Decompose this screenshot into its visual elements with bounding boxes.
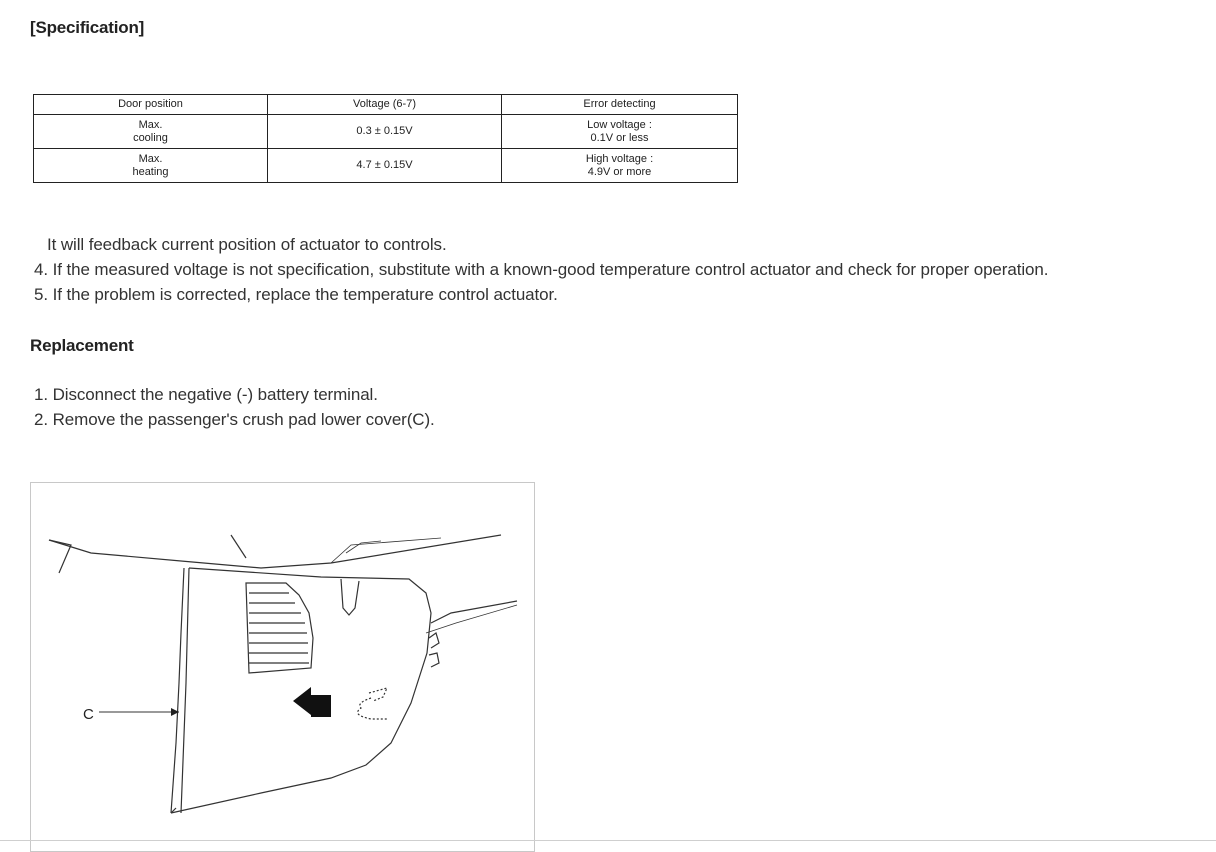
crush-pad-lower-cover-illustration — [31, 483, 534, 851]
replacement-step-2: 2. Remove the passenger's crush pad lower cover(C). — [34, 410, 435, 429]
col-header-voltage: Voltage (6-7) — [268, 95, 502, 115]
removal-direction-arrow — [293, 687, 331, 717]
cell-door-position: Max. cooling — [34, 115, 268, 149]
table-header-row — [34, 95, 738, 115]
cell-voltage: 0.3 ± 0.15V — [268, 115, 502, 149]
col-header-door-position: Door position — [34, 95, 268, 115]
step-5: 5. If the problem is corrected, replace the temperature control actuator. — [34, 285, 558, 304]
cell-door-position: Max. heating — [34, 149, 268, 183]
col-header-error-detecting: Error detecting — [502, 95, 738, 115]
step-4: 4. If the measured voltage is not specification, substitute with a known-good temperature control actuator and check for proper operation. — [34, 260, 1049, 279]
cell-voltage: 4.7 ± 0.15V — [268, 149, 502, 183]
specification-table — [33, 94, 738, 183]
specification-heading: [Specification] — [30, 18, 145, 37]
replacement-step-1: 1. Disconnect the negative (-) battery terminal. — [34, 385, 378, 404]
feedback-note: It will feedback current position of actuator to controls. — [47, 235, 447, 254]
cell-error-detecting: High voltage : 4.9V or more — [502, 149, 738, 183]
table-row — [34, 115, 738, 149]
replacement-heading: Replacement — [30, 336, 134, 355]
bottom-divider — [0, 840, 1216, 841]
table-row — [34, 149, 738, 183]
crush-pad-cover-figure — [30, 482, 535, 852]
callout-label-c: C — [83, 706, 94, 723]
cell-error-detecting: Low voltage : 0.1V or less — [502, 115, 738, 149]
